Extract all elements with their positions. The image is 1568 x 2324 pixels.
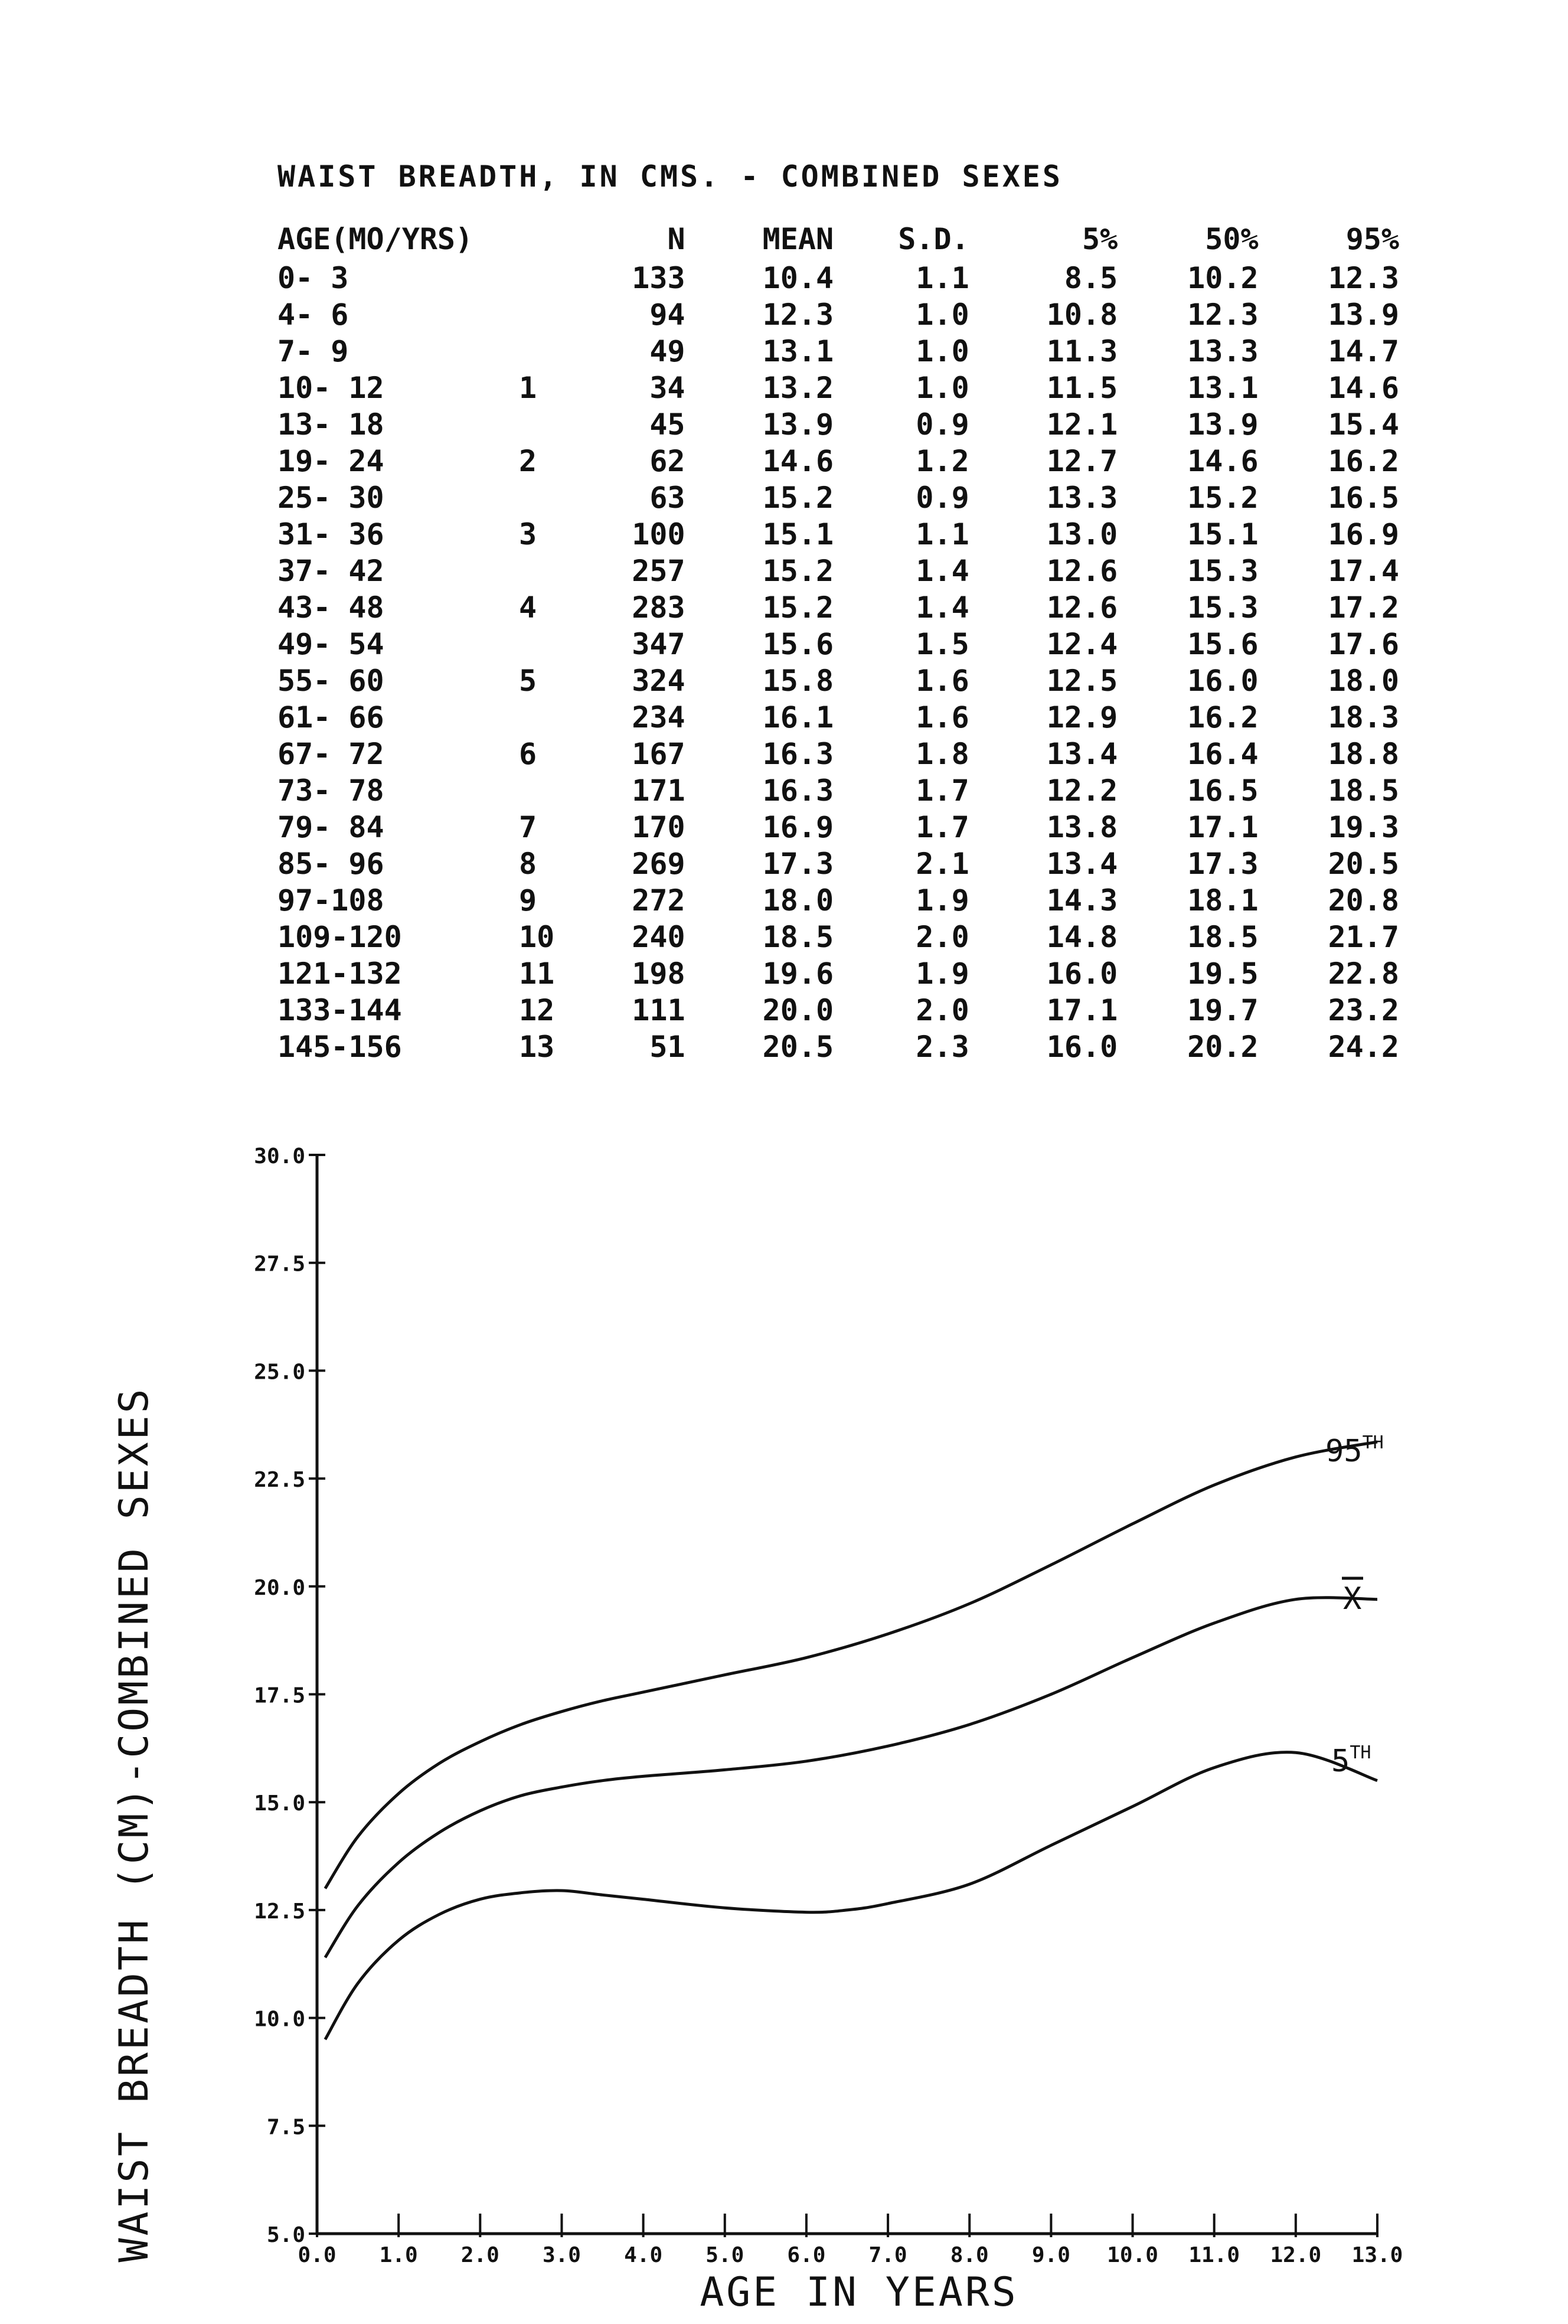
cell-age: 109-120 (277, 920, 402, 954)
x-tick-label: 11.0 (1188, 2243, 1240, 2267)
x-tick-label: 13.0 (1351, 2243, 1403, 2267)
cell-p95: 18.5 (1328, 773, 1399, 808)
table-row (277, 736, 1399, 772)
cell-p50: 16.5 (1187, 773, 1259, 808)
cell-n: 257 (632, 554, 685, 588)
cell-p50: 13.3 (1187, 334, 1259, 368)
table-row (277, 260, 1399, 296)
cell-years: 3 (519, 517, 537, 551)
table-header-row (277, 218, 1399, 260)
cell-n: 170 (632, 810, 685, 844)
cell-age: 19- 24 (277, 444, 384, 478)
chart-series (325, 1442, 1377, 2039)
cell-p50: 15.3 (1187, 554, 1259, 588)
cell-p50: 15.6 (1187, 627, 1259, 661)
cell-p50: 15.1 (1187, 517, 1259, 551)
cell-years: 6 (519, 737, 537, 771)
cell-p50: 16.0 (1187, 664, 1259, 698)
cell-sd: 1.8 (916, 737, 969, 771)
x-tick-label: 9.0 (1031, 2243, 1070, 2267)
table-row (277, 406, 1399, 443)
cell-p95: 14.6 (1328, 371, 1399, 405)
cell-mean: 15.1 (762, 517, 834, 551)
series-label-mean (1343, 1581, 1361, 1617)
cell-p5: 13.3 (1046, 481, 1118, 515)
cell-p50: 17.1 (1187, 810, 1259, 844)
cell-sd: 1.6 (916, 664, 969, 698)
cell-n: 111 (632, 993, 685, 1027)
cell-p5: 12.1 (1046, 407, 1118, 442)
cell-p5: 12.2 (1046, 773, 1118, 808)
table-row (277, 296, 1399, 333)
cell-p50: 13.9 (1187, 407, 1259, 442)
cell-age: 97-108 (277, 883, 384, 918)
series-line-5th (325, 1752, 1377, 2040)
cell-years (519, 296, 580, 333)
series-line-95th (325, 1442, 1377, 1888)
cell-p50: 10.2 (1187, 261, 1259, 295)
cell-mean: 13.9 (762, 407, 834, 442)
cell-age: 0- 3 (277, 261, 349, 295)
cell-age: 67- 72 (277, 737, 384, 771)
cell-p5: 14.3 (1046, 883, 1118, 918)
cell-n: 283 (632, 590, 685, 625)
cell-years (519, 260, 580, 296)
cell-sd: 1.0 (916, 334, 969, 368)
cell-years: 4 (519, 590, 537, 625)
cell-n: 63 (649, 481, 685, 515)
cell-p95: 17.4 (1328, 554, 1399, 588)
cell-n: 171 (632, 773, 685, 808)
cell-n: 198 (632, 957, 685, 991)
cell-n: 34 (649, 371, 685, 405)
table-row (277, 553, 1399, 589)
cell-sd: 2.3 (916, 1030, 969, 1064)
header-p5: 5% (1082, 222, 1118, 256)
table-row (277, 919, 1399, 955)
cell-age: 55- 60 (277, 664, 384, 698)
cell-p50: 12.3 (1187, 298, 1259, 332)
series-label-5th (1331, 1742, 1371, 1779)
x-tick-label: 5.0 (705, 2243, 744, 2267)
cell-years: 1 (519, 371, 537, 405)
x-axis-label: AGE IN YEARS (700, 2269, 1018, 2316)
table-row (277, 333, 1399, 370)
cell-mean: 12.3 (762, 298, 834, 332)
cell-mean: 20.0 (762, 993, 834, 1027)
cell-p95: 24.2 (1328, 1030, 1399, 1064)
x-tick-label: 10.0 (1107, 2243, 1158, 2267)
cell-sd: 1.1 (916, 517, 969, 551)
data-table-block (277, 159, 1399, 1065)
cell-p5: 13.8 (1046, 810, 1118, 844)
cell-p5: 17.1 (1046, 993, 1118, 1027)
cell-mean: 16.3 (762, 737, 834, 771)
x-tick-label: 0.0 (298, 2243, 337, 2267)
cell-p50: 13.1 (1187, 371, 1259, 405)
cell-n: 133 (632, 261, 685, 295)
cell-p50: 19.5 (1187, 957, 1259, 991)
cell-p95: 21.7 (1328, 920, 1399, 954)
cell-p95: 12.3 (1328, 261, 1399, 295)
cell-n: 94 (649, 298, 685, 332)
cell-years: 7 (519, 810, 537, 844)
cell-p95: 23.2 (1328, 993, 1399, 1027)
x-tick-label: 2.0 (460, 2243, 499, 2267)
cell-mean: 17.3 (762, 847, 834, 881)
series-label-main: 95 (1325, 1434, 1363, 1469)
cell-p50: 18.1 (1187, 883, 1259, 918)
cell-n: 49 (649, 334, 685, 368)
x-tick-label: 12.0 (1270, 2243, 1322, 2267)
table-row (277, 992, 1399, 1029)
cell-age: 61- 66 (277, 700, 384, 735)
cell-years: 10 (519, 920, 555, 954)
header-sd: S.D. (898, 222, 969, 256)
cell-mean: 10.4 (762, 261, 834, 295)
cell-mean: 15.2 (762, 554, 834, 588)
cell-p5: 12.9 (1046, 700, 1118, 735)
cell-years (519, 553, 580, 589)
cell-p50: 20.2 (1187, 1030, 1259, 1064)
cell-mean: 16.9 (762, 810, 834, 844)
header-p95: 95% (1345, 222, 1399, 256)
cell-years (519, 333, 580, 370)
cell-mean: 18.0 (762, 883, 834, 918)
x-tick-label: 1.0 (379, 2243, 418, 2267)
table-row (277, 699, 1399, 736)
cell-years (519, 772, 580, 809)
cell-p50: 16.4 (1187, 737, 1259, 771)
cell-p5: 12.4 (1046, 627, 1118, 661)
cell-sd: 2.0 (916, 920, 969, 954)
cell-age: 73- 78 (277, 773, 384, 808)
cell-sd: 0.9 (916, 481, 969, 515)
cell-mean: 15.2 (762, 590, 834, 625)
cell-age: 13- 18 (277, 407, 384, 442)
cell-p5: 13.4 (1046, 847, 1118, 881)
cell-n: 167 (632, 737, 685, 771)
cell-mean: 16.3 (762, 773, 834, 808)
cell-p95: 17.2 (1328, 590, 1399, 625)
cell-years (519, 626, 580, 662)
cell-sd: 1.1 (916, 261, 969, 295)
chart-axes (254, 1144, 1403, 2267)
cell-p95: 17.6 (1328, 627, 1399, 661)
cell-sd: 2.0 (916, 993, 969, 1027)
table-row (277, 589, 1399, 626)
header-mean: MEAN (762, 222, 834, 256)
cell-p95: 14.7 (1328, 334, 1399, 368)
y-tick-label: 7.5 (266, 2115, 305, 2140)
cell-years: 5 (519, 664, 537, 698)
cell-sd: 1.2 (916, 444, 969, 478)
cell-p5: 11.3 (1046, 334, 1118, 368)
cell-n: 100 (632, 517, 685, 551)
cell-sd: 1.4 (916, 554, 969, 588)
cell-p50: 15.2 (1187, 481, 1259, 515)
cell-sd: 1.6 (916, 700, 969, 735)
cell-p5: 12.6 (1046, 590, 1118, 625)
cell-p50: 18.5 (1187, 920, 1259, 954)
cell-n: 272 (632, 883, 685, 918)
cell-sd: 1.0 (916, 298, 969, 332)
cell-p5: 13.0 (1046, 517, 1118, 551)
cell-mean: 15.6 (762, 627, 834, 661)
table-row (277, 662, 1399, 699)
table-row (277, 479, 1399, 516)
cell-p95: 18.8 (1328, 737, 1399, 771)
table-row (277, 809, 1399, 846)
cell-n: 45 (649, 407, 685, 442)
table-row (277, 626, 1399, 662)
x-tick-label: 3.0 (542, 2243, 581, 2267)
y-tick-label: 27.5 (254, 1252, 305, 1277)
cell-mean: 15.2 (762, 481, 834, 515)
cell-years: 8 (519, 847, 537, 881)
header-age: AGE(MO/YRS) (277, 222, 473, 256)
cell-p5: 12.6 (1046, 554, 1118, 588)
x-tick-label: 6.0 (787, 2243, 826, 2267)
table-title: WAIST BREADTH, IN CMS. - COMBINED SEXES (277, 159, 1063, 194)
cell-mean: 20.5 (762, 1030, 834, 1064)
cell-p5: 8.5 (1064, 261, 1118, 295)
cell-p5: 12.7 (1046, 444, 1118, 478)
x-tick-label: 4.0 (624, 2243, 663, 2267)
cell-years: 11 (519, 957, 555, 991)
header-p50: 50% (1205, 222, 1259, 256)
series-label-superscript: TH (1362, 1432, 1384, 1453)
series-label-main: 5 (1331, 1744, 1350, 1779)
x-tick-label: 7.0 (868, 2243, 907, 2267)
cell-n: 234 (632, 700, 685, 735)
series-label-main: X (1343, 1581, 1362, 1617)
cell-years (519, 406, 580, 443)
waist-breadth-chart (0, 1122, 1568, 2324)
y-tick-label: 22.5 (254, 1468, 305, 1493)
series-label-superscript: TH (1350, 1742, 1371, 1763)
y-tick-label: 12.5 (254, 1899, 305, 1924)
cell-age: 37- 42 (277, 554, 384, 588)
cell-age: 31- 36 (277, 517, 384, 551)
cell-p5: 13.4 (1046, 737, 1118, 771)
cell-sd: 1.0 (916, 371, 969, 405)
cell-n: 240 (632, 920, 685, 954)
cell-p95: 16.5 (1328, 481, 1399, 515)
header-n: N (667, 222, 685, 256)
y-tick-label: 20.0 (254, 1575, 305, 1600)
cell-p50: 19.7 (1187, 993, 1259, 1027)
cell-age: 133-144 (277, 993, 402, 1027)
cell-years: 13 (519, 1030, 555, 1064)
cell-age: 79- 84 (277, 810, 384, 844)
cell-sd: 1.7 (916, 773, 969, 808)
cell-age: 25- 30 (277, 481, 384, 515)
series-label-95th (1325, 1432, 1384, 1469)
cell-mean: 19.6 (762, 957, 834, 991)
y-axis-label: WAIST BREADTH (CM)-COMBINED SEXES (111, 1386, 158, 2263)
cell-p95: 18.3 (1328, 700, 1399, 735)
cell-p50: 14.6 (1187, 444, 1259, 478)
cell-p5: 16.0 (1046, 1030, 1118, 1064)
y-tick-label: 25.0 (254, 1360, 305, 1385)
y-tick-label: 10.0 (254, 2007, 305, 2032)
cell-p5: 11.5 (1046, 371, 1118, 405)
cell-mean: 14.6 (762, 444, 834, 478)
cell-age: 43- 48 (277, 590, 384, 625)
cell-age: 7- 9 (277, 334, 349, 368)
cell-years: 9 (519, 883, 537, 918)
cell-p5: 14.8 (1046, 920, 1118, 954)
cell-p95: 13.9 (1328, 298, 1399, 332)
cell-mean: 13.2 (762, 371, 834, 405)
cell-years (519, 699, 580, 736)
cell-p5: 10.8 (1046, 298, 1118, 332)
table-row (277, 772, 1399, 809)
table-row (277, 882, 1399, 919)
cell-sd: 1.9 (916, 883, 969, 918)
cell-p5: 12.5 (1046, 664, 1118, 698)
y-tick-label: 5.0 (266, 2223, 305, 2247)
cell-age: 145-156 (277, 1030, 402, 1064)
cell-age: 10- 12 (277, 371, 384, 405)
cell-age: 49- 54 (277, 627, 384, 661)
cell-p50: 17.3 (1187, 847, 1259, 881)
cell-age: 121-132 (277, 957, 402, 991)
cell-sd: 1.5 (916, 627, 969, 661)
table-row (277, 955, 1399, 992)
cell-n: 62 (649, 444, 685, 478)
cell-p95: 20.8 (1328, 883, 1399, 918)
cell-p5: 16.0 (1046, 957, 1118, 991)
data-table (277, 218, 1399, 1065)
cell-n: 51 (649, 1030, 685, 1064)
cell-sd: 1.4 (916, 590, 969, 625)
cell-years: 12 (519, 993, 555, 1027)
table-row (277, 370, 1399, 406)
cell-mean: 15.8 (762, 664, 834, 698)
table-row (277, 1029, 1399, 1065)
cell-p95: 20.5 (1328, 847, 1399, 881)
cell-p95: 22.8 (1328, 957, 1399, 991)
table-row (277, 846, 1399, 882)
table-row (277, 443, 1399, 479)
y-tick-label: 15.0 (254, 1791, 305, 1816)
header-years (519, 218, 580, 260)
cell-p50: 15.3 (1187, 590, 1259, 625)
cell-p95: 18.0 (1328, 664, 1399, 698)
table-body (277, 260, 1399, 1065)
cell-mean: 16.1 (762, 700, 834, 735)
cell-n: 324 (632, 664, 685, 698)
cell-sd: 0.9 (916, 407, 969, 442)
x-tick-label: 8.0 (950, 2243, 989, 2267)
cell-p95: 15.4 (1328, 407, 1399, 442)
cell-sd: 1.7 (916, 810, 969, 844)
cell-mean: 18.5 (762, 920, 834, 954)
y-tick-label: 30.0 (254, 1144, 305, 1168)
table-row (277, 516, 1399, 553)
cell-age: 4- 6 (277, 298, 349, 332)
cell-p50: 16.2 (1187, 700, 1259, 735)
cell-n: 347 (632, 627, 685, 661)
cell-mean: 13.1 (762, 334, 834, 368)
cell-sd: 2.1 (916, 847, 969, 881)
cell-years: 2 (519, 444, 537, 478)
cell-p95: 16.2 (1328, 444, 1399, 478)
y-tick-label: 17.5 (254, 1683, 305, 1708)
chart-series-labels (1325, 1432, 1384, 1779)
cell-age: 85- 96 (277, 847, 384, 881)
cell-sd: 1.9 (916, 957, 969, 991)
cell-years (519, 479, 580, 516)
series-line-mean (325, 1598, 1377, 1958)
cell-n: 269 (632, 847, 685, 881)
cell-p95: 16.9 (1328, 517, 1399, 551)
cell-p95: 19.3 (1328, 810, 1399, 844)
